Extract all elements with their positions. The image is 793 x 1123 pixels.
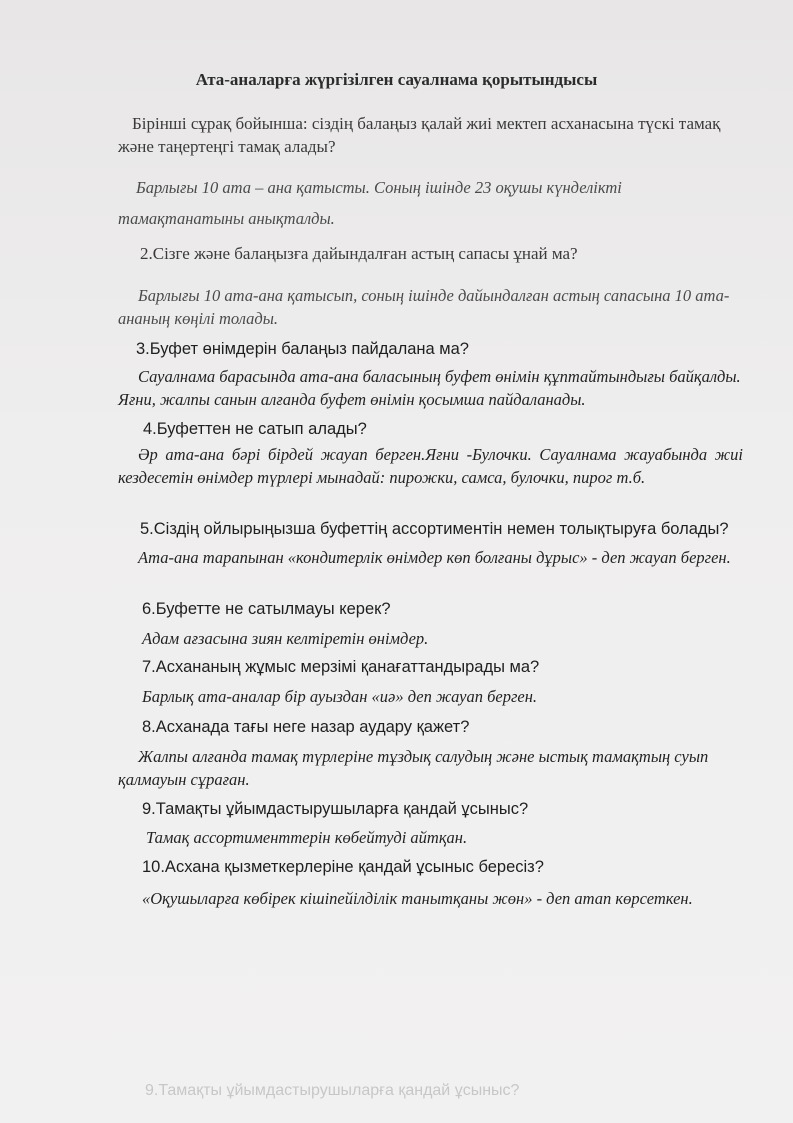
answer-1: Барлығы 10 ата – ана қатысты. Соның ішінде 23 оқушы күнделікті тамақтанатыны анықталды.	[118, 178, 622, 228]
answer-8: Жалпы алғанда тамақ түрлеріне тұздық салудың және ыстық тамақтың суып қалмауын сұраған.	[118, 747, 709, 789]
question-4: 4.Буфеттен не сатып алады?	[143, 420, 367, 438]
question-9: 9.Тамақты ұйымдастырушыларға қандай ұсыныс?	[142, 800, 529, 818]
question-6: 6.Буфетте не сатылмауы керек?	[142, 600, 391, 618]
answer-4: Әр ата-ана бәрі бірдей жауап берген.Яғни -Булочки. Сауалнама жауабында жиі кездесетін өнімдер түрлері мынадай: пирожки, самса, булочки, пирог т.б.	[118, 445, 743, 487]
answer-9: Тамақ ассортименттерін көбейтуді айтқан.	[146, 828, 468, 847]
question-7: 7.Асхананың жұмыс мерзімі қанағаттандырады ма?	[142, 658, 540, 676]
question-8: 8.Асханада тағы неге назар аудару қажет?	[142, 718, 470, 736]
answer-3: Сауалнама барасында ата-ана баласының буфет өнімін құптайтындығы байқалды. Яғни, жалпы санын алғанда буфет өнімін қосымша пайдаланады.	[118, 367, 741, 409]
question-1: Бірінші сұрақ бойынша: сіздің балаңыз қалай жиі мектеп асханасына түскі тамақ және таңертеңгі тамақ алады?	[118, 114, 721, 156]
answer-6: Адам ағзасына зиян келтіретін өнімдер.	[142, 629, 429, 648]
question-5: 5.Сіздің ойлырыңызша буфеттің ассортиментін немен толықтыруға болады?	[140, 520, 729, 538]
answer-5: Ата-ана тарапынан «кондитерлік өнімдер көп болғаны дұрыс» - деп жауап берген.	[138, 548, 731, 567]
question-3: 3.Буфет өнімдерін балаңыз пайдалана ма?	[136, 340, 469, 358]
answer-10: «Оқушыларға көбірек кішіпейілділік танытқаны жөн» - деп атап көрсеткен.	[142, 889, 693, 908]
bleed-through-text: 9.Тамақты ұйымдастырушыларға қандай ұсыныс?	[145, 1082, 520, 1099]
answer-7: Барлық ата-аналар бір ауыздан «иә» деп жауап берген.	[142, 687, 538, 706]
question-10: 10.Асхана қызметкерлеріне қандай ұсыныс бересіз?	[142, 858, 544, 876]
question-2: 2.Сізге және балаңызға дайындалған астың сапасы ұнай ма?	[140, 244, 578, 263]
document-title: Ата-аналарға жүргізілген сауалнама қорытындысы	[195, 70, 598, 89]
answer-2: Барлығы 10 ата-ана қатысып, соның ішінде дайындалған астың сапасына 10 ата- ананың көңілі толады.	[118, 286, 730, 328]
